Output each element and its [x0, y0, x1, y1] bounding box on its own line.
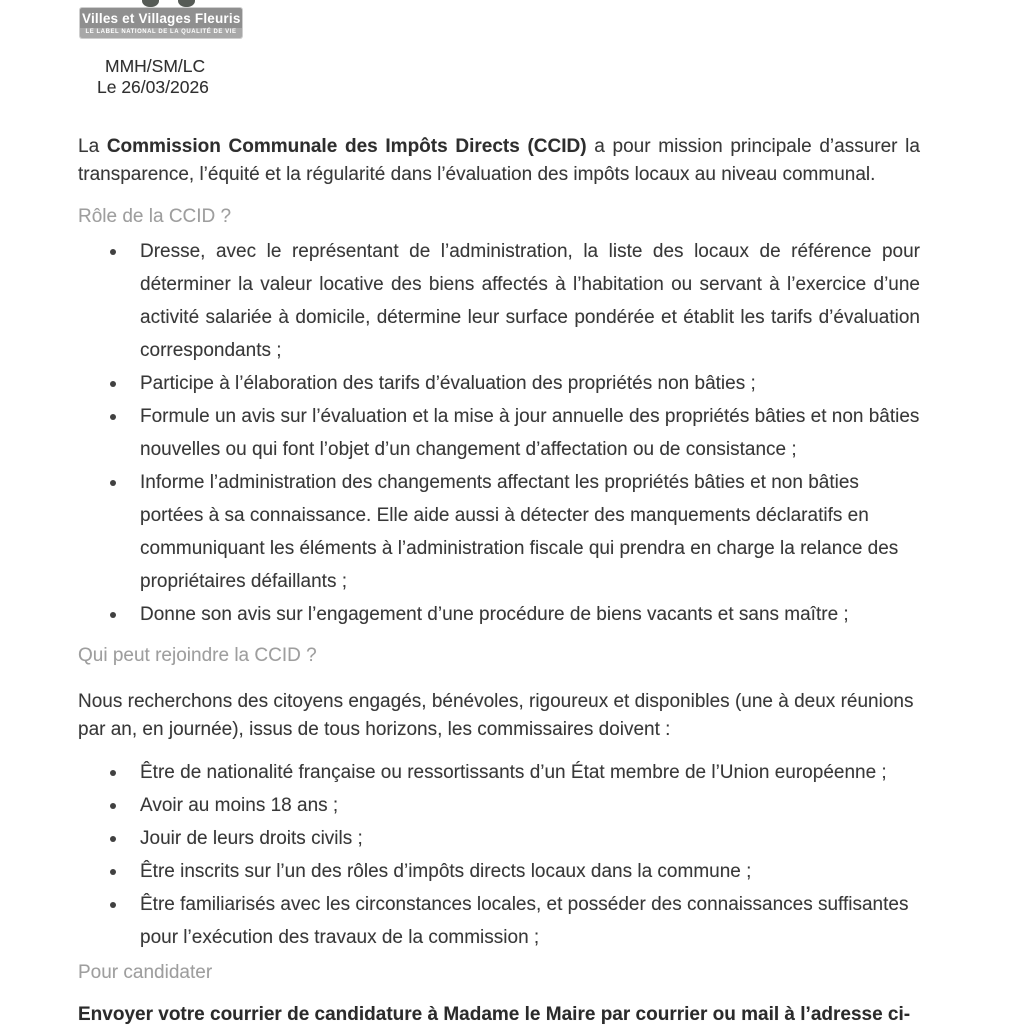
logo-flowers — [80, 0, 242, 8]
flower-icon — [178, 0, 195, 7]
criteria-list — [78, 756, 920, 954]
logo-banner — [80, 8, 242, 38]
letter-date: Le 26/03/2026 — [97, 77, 209, 97]
list-item: Dresse, avec le représentant de l’administration, la liste des locaux de référence pour déterminer la valeur locative des biens affectés à l’habitation ou servant à l’exercice d’une activité salariée à domicile, détermine leur surface pondérée et établit les tarifs d’évaluation correspondants ; — [140, 235, 920, 367]
intro-rest: a pour mission principale d’assurer la transparence, l’équité et la régularité dans l’évaluation des impôts locaux au niveau communal. — [78, 136, 920, 185]
intro-lead: La — [78, 136, 107, 157]
letter-body — [78, 133, 920, 1029]
section-heading-role: Rôle de la CCID ? — [78, 206, 232, 227]
logo-subtitle: LE LABEL NATIONAL DE LA QUALITÉ DE VIE — [80, 28, 242, 38]
flower-icon — [142, 0, 159, 7]
membership-intro-paragraph: Nous recherchons des citoyens engagés, bénévoles, rigoureux et disponibles (une à deux réunions par an, en journée), issus de tous horizons, les commissaires doivent : — [78, 691, 914, 740]
list-item: Être inscrits sur l’un des rôles d’impôts directs locaux dans la commune ; — [140, 855, 920, 888]
list-item: Participe à l’élaboration des tarifs d’évaluation des propriétés non bâties ; — [140, 367, 920, 400]
reference-block — [97, 56, 209, 98]
list-item: Donne son avis sur l’engagement d’une procédure de biens vacants et sans maître ; — [140, 598, 920, 631]
list-item: Informe l’administration des changements affectant les propriétés bâties et non bâties portées à sa connaissance. Elle aide aussi à détecter des manquements déclaratifs en communiquant les éléments à l’administration fiscale qui prendra en charge la relance des propriétaires défaillants ; — [140, 466, 920, 598]
list-item: Être de nationalité française ou ressortissants d’un État membre de l’Union européenne ; — [140, 756, 920, 789]
list-item: Formule un avis sur l’évaluation et la mise à jour annuelle des propriétés bâties et non bâties nouvelles ou qui font l’objet d’un changement d’affectation ou de consistance ; — [140, 400, 920, 466]
logo-title: Villes et Villages Fleuris — [80, 8, 242, 28]
list-item: Jouir de leurs droits civils ; — [140, 822, 920, 855]
section-heading-membership: Qui peut rejoindre la CCID ? — [78, 645, 317, 666]
intro-bold-ccid: Commission Communale des Impôts Directs (CCID) — [106, 136, 587, 157]
list-item: Être familiarisés avec les circonstances locales, et posséder des connaissances suffisantes pour l’exécution des travaux de la commission ; — [140, 888, 920, 954]
villes-villages-fleuris-logo — [80, 0, 242, 38]
roles-list — [78, 235, 920, 631]
reference-code: MMH/SM/LC — [105, 56, 206, 76]
list-item: Avoir au moins 18 ans ; — [140, 789, 920, 822]
section-heading-apply: Pour candidater — [78, 962, 213, 983]
apply-paragraph: Envoyer votre courrier de candidature à Madame le Maire par courrier ou mail à l’adresse ci- — [78, 1004, 911, 1025]
intro-paragraph — [78, 133, 920, 189]
